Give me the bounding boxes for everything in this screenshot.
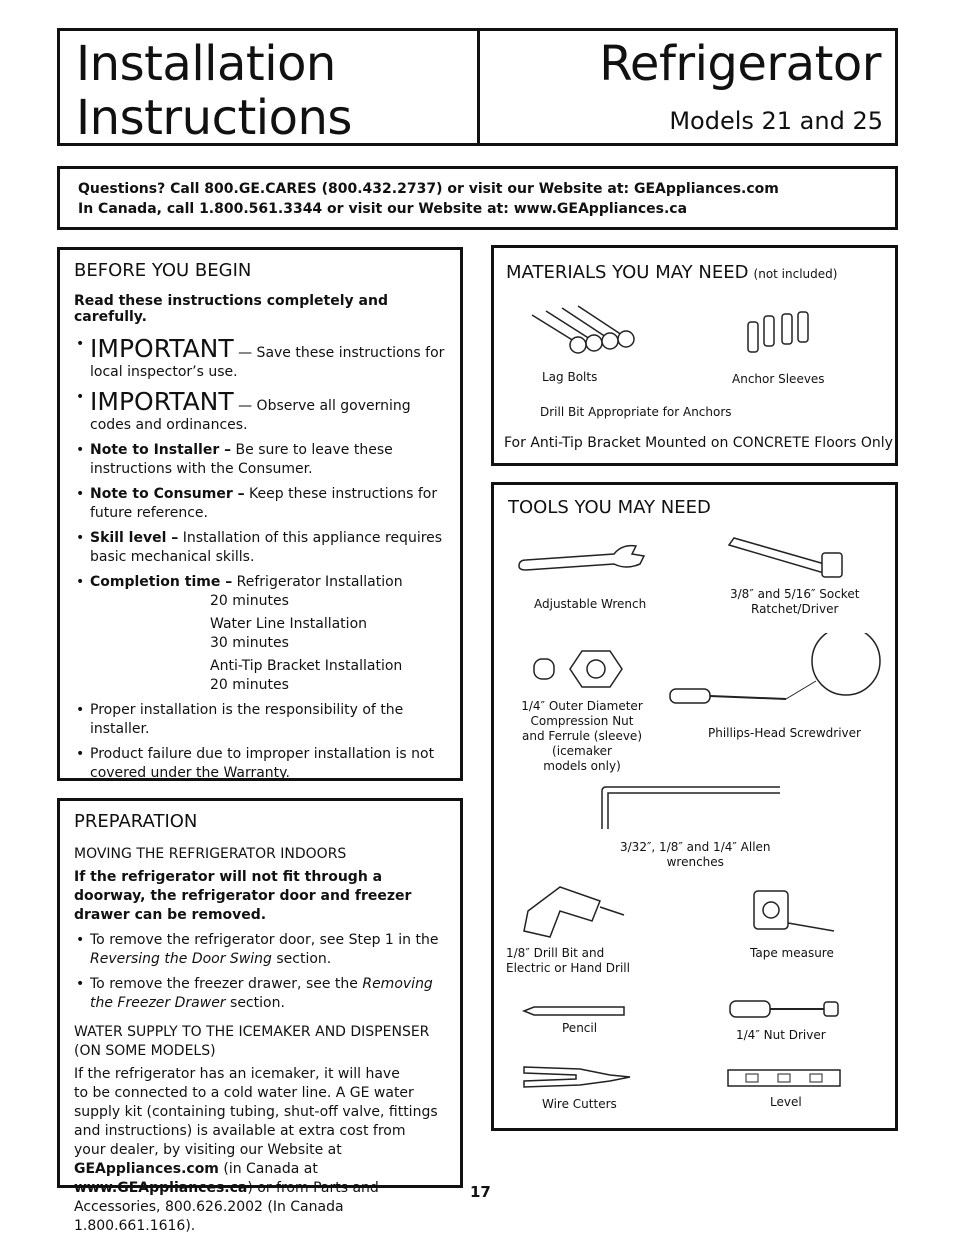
list-item (74, 335, 446, 382)
contact-box (57, 166, 898, 230)
socket-caption (730, 587, 859, 617)
prep-list (74, 931, 446, 1013)
list-item (74, 441, 446, 479)
caption-line: wrenches (666, 855, 724, 869)
level-icon (726, 1067, 844, 1089)
socket-ratchet-icon (724, 535, 854, 585)
drill-bit-caption: Drill Bit Appropriate for Anchors (540, 405, 732, 419)
phillips-caption: Phillips-Head Screwdriver (708, 726, 861, 740)
prep-subheading: MOVING THE REFRIGERATOR INDOORS (74, 846, 347, 862)
header-product-box (477, 28, 898, 146)
text: section. (271, 951, 332, 967)
caption-line: 3/8″ and 5/16″ Socket (730, 587, 860, 601)
caption-line: models only) (543, 759, 621, 773)
prep-water-paragraph (74, 1065, 446, 1236)
adjustable-wrench-icon (514, 540, 654, 580)
list-item: • Product failure due to improper installation is not covered under the Warranty. (74, 745, 446, 783)
list-item (74, 975, 446, 1013)
note-text: Keep these instructions for future reference. (90, 486, 438, 521)
prep-heading: PREPARATION (74, 811, 198, 832)
section-ref: Reversing the Door Swing (90, 951, 272, 967)
lag-bolts-caption: Lag Bolts (542, 370, 598, 384)
anchor-sleeves-caption: Anchor Sleeves (732, 372, 825, 386)
lag-bolts-icon (524, 303, 654, 363)
caption-line: Ratchet/Driver (751, 602, 839, 616)
tape-caption: Tape measure (750, 946, 834, 960)
before-you-begin-section (57, 247, 463, 781)
allen-wrench-caption (620, 840, 771, 870)
pencil-caption: Pencil (562, 1021, 598, 1035)
text: ) or from Parts and Accessories, 800.626.2002 (In Canada 1.800.661.1616). (74, 1180, 379, 1234)
list-item (74, 931, 446, 969)
completion-task: Anti-Tip Bracket Installation (210, 658, 403, 674)
pencil-icon (520, 1003, 630, 1019)
text: To remove the freezer drawer, see the (90, 976, 363, 992)
drill-icon (520, 881, 630, 941)
prep-subheading-water: WATER SUPPLY TO THE ICEMAKER AND DISPENSER (ON SOME MODELS) (74, 1024, 430, 1059)
materials-note: (not included) (753, 267, 838, 281)
list-item: • Proper installation is the responsibility of the installer. (74, 701, 446, 739)
preparation-section (57, 798, 463, 1234)
allen-wrench-icon (594, 783, 784, 833)
note-text: Be sure to leave these instructions with the Consumer. (90, 442, 393, 477)
caption-line: and Ferrule (sleeve) (icemaker (521, 729, 642, 758)
completion-task: Water Line Installation (210, 616, 368, 632)
text: your dealer, by visiting our Website at (74, 1142, 342, 1158)
important-text: — Observe all governing codes and ordinances. (90, 398, 411, 433)
materials-footer: For Anti-Tip Bracket Mounted on CONCRETE Floors Only (504, 435, 893, 451)
text: section. (225, 995, 285, 1011)
before-intro: Read these instructions completely and carefully. (74, 293, 388, 325)
drill-caption (506, 946, 630, 976)
paragraph-line: If the refrigerator has an icemaker, it will have (74, 1066, 400, 1082)
important-label: IMPORTANT (90, 334, 234, 363)
product-title: Refrigerator (599, 36, 881, 92)
note-text: Installation of this appliance requires basic mechanical skills. (90, 530, 443, 565)
materials-heading: MATERIALS YOU MAY NEED (506, 262, 749, 283)
completion-task: Refrigerator Installation (232, 574, 403, 590)
caption-line: 1/8″ Drill Bit and (506, 946, 605, 960)
header-title-box (57, 28, 479, 146)
title-line-2: Instructions (76, 90, 352, 146)
nut-driver-caption: 1/4″ Nut Driver (736, 1028, 826, 1042)
anchor-sleeves-icon (742, 308, 822, 358)
wire-cutters-caption: Wire Cutters (542, 1097, 617, 1111)
level-caption: Level (770, 1095, 802, 1109)
important-text: — Save these instructions for local inspector’s use. (90, 345, 445, 380)
tools-section (491, 482, 898, 1131)
completion-time: 20 minutes (210, 593, 289, 609)
before-list (74, 335, 446, 783)
text: (in Canada at (218, 1161, 318, 1177)
important-label: IMPORTANT (90, 387, 234, 416)
paragraph-line: to be connected to a cold water line. A GE water supply kit (containing tubing, shut-off valve, fittings and instructions) is available at extra cost from (74, 1085, 438, 1139)
website-link-canada[interactable]: www.GEAppliances.ca (74, 1180, 248, 1196)
page-title (76, 37, 352, 145)
list-item (74, 485, 446, 523)
tape-measure-icon (750, 887, 840, 937)
caption-line: Compression Nut (530, 714, 634, 728)
website-link[interactable]: GEAppliances.com (74, 1161, 219, 1177)
list-item (74, 388, 446, 435)
note-label: Skill level – (90, 530, 179, 546)
note-label: Note to Installer – (90, 442, 232, 458)
before-heading: BEFORE YOU BEGIN (74, 260, 252, 281)
section-ref: Removing the Freezer Drawer (90, 976, 433, 1011)
caption-line: 3/32″, 1/8″ and 1/4″ Allen (620, 840, 771, 854)
materials-section (491, 245, 898, 466)
caption-line: 1/4″ Outer Diameter (521, 699, 643, 713)
compression-nut-icon (530, 645, 630, 695)
list-item (74, 573, 446, 695)
compression-nut-caption (506, 699, 658, 774)
page-number: 17 (470, 1183, 491, 1201)
note-label: Completion time – (90, 574, 233, 590)
text: To remove the refrigerator door, see Step 1 in the (90, 932, 439, 948)
models-subtitle: Models 21 and 25 (669, 107, 883, 135)
title-line-1: Installation (76, 36, 336, 92)
completion-time: 20 minutes (210, 677, 289, 693)
materials-heading-row (506, 262, 837, 283)
contact-line-canada: In Canada, call 1.800.561.3344 or visit our Website at: www.GEAppliances.ca (78, 201, 688, 217)
prep-bold-intro: If the refrigerator will not fit through a doorway, the refrigerator door and freezer drawer can be removed. (74, 869, 412, 923)
wire-cutters-icon (520, 1059, 634, 1095)
contact-line-us: Questions? Call 800.GE.CARES (800.432.2737) or visit our Website at: GEAppliances.com (78, 181, 779, 197)
caption-line: Electric or Hand Drill (506, 961, 630, 975)
nut-driver-icon (726, 997, 842, 1021)
note-label: Note to Consumer – (90, 486, 245, 502)
phillips-screwdriver-icon (666, 633, 886, 723)
completion-time: 30 minutes (210, 635, 289, 651)
paragraph-line (74, 1141, 446, 1236)
list-item (74, 529, 446, 567)
tools-heading: TOOLS YOU MAY NEED (508, 497, 711, 518)
adjustable-wrench-caption: Adjustable Wrench (534, 597, 647, 611)
